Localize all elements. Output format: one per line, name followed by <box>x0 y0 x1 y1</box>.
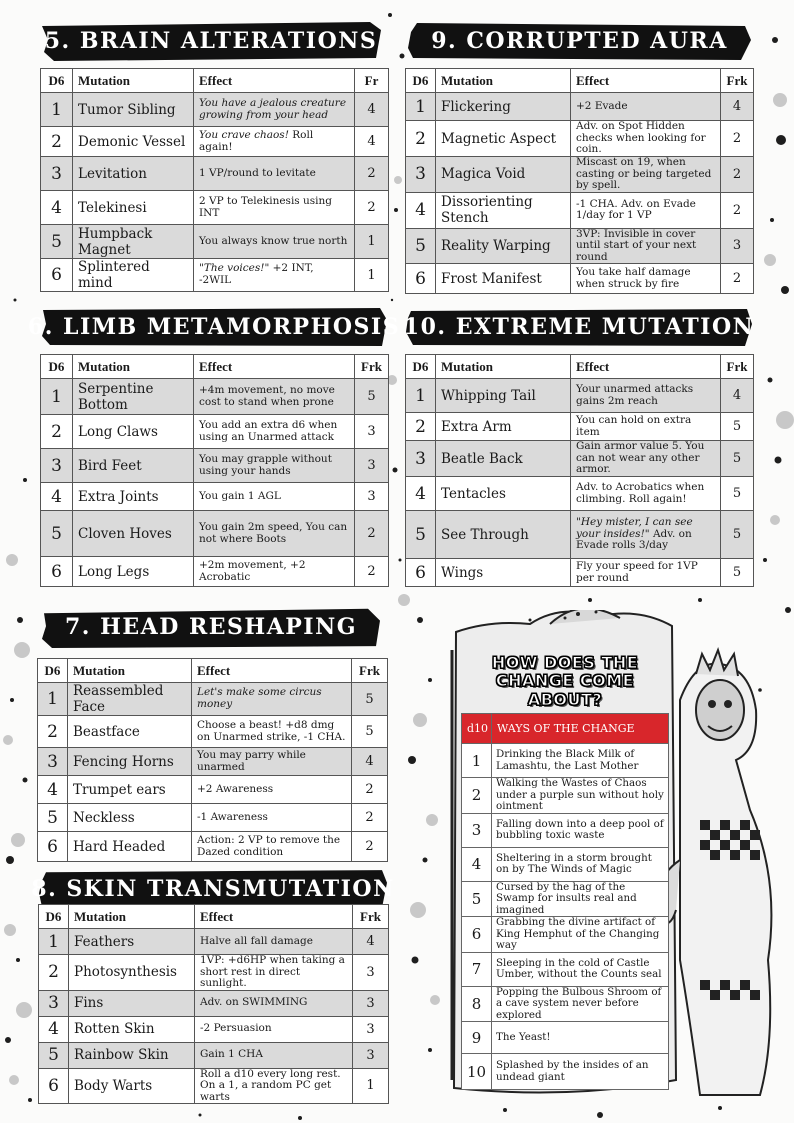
mutation-cell: Reality Warping <box>436 228 571 264</box>
table-row <box>41 225 389 259</box>
way-cell: The Yeast! <box>492 1022 669 1054</box>
effect-cell: You always know true north <box>194 225 355 259</box>
frk-cell: 1 <box>355 225 389 259</box>
effect-cell: "The voices!" +2 INT, -2WIL <box>194 259 355 292</box>
section-title: 10. EXTREME MUTATION <box>403 314 755 340</box>
table-row <box>462 1022 669 1054</box>
column-header-frk: Fr <box>355 69 389 93</box>
effect-cell: 3VP: Invisible in cover until start of your next round <box>571 228 721 264</box>
column-header-frk: Frk <box>355 355 389 379</box>
frk-cell: 5 <box>352 683 388 716</box>
roll-cell: 3 <box>41 157 73 191</box>
table-row <box>38 716 388 748</box>
frk-cell: 5 <box>721 413 754 441</box>
mutation-cell: Beastface <box>68 716 192 748</box>
roll-cell: 4 <box>406 477 436 511</box>
table-row <box>406 413 754 441</box>
table-row <box>41 259 389 292</box>
section-title: 7. HEAD RESHAPING <box>64 614 357 640</box>
mutation-cell: Magica Void <box>436 157 571 193</box>
table-row <box>462 744 669 778</box>
table-row <box>406 121 754 157</box>
roll-cell: 3 <box>39 990 69 1016</box>
effect-cell: Your unarmed attacks gains 2m reach <box>571 379 721 413</box>
mutation-cell: Tumor Sibling <box>73 93 194 127</box>
mutation-cell: Splintered mind <box>73 259 194 292</box>
column-header-mutation: Mutation <box>69 905 195 929</box>
frk-cell: 5 <box>721 559 754 587</box>
table-row <box>41 415 389 449</box>
table-row <box>406 192 754 228</box>
effect-cell: "Hey mister, I can see your insides!" Adv. on Evade rolls 3/day <box>571 511 721 559</box>
column-header-d6: D6 <box>38 659 68 683</box>
effect-cell: +2 Evade <box>571 93 721 121</box>
column-header-frk: Frk <box>353 905 389 929</box>
table-row <box>462 952 669 986</box>
frk-cell: 4 <box>355 127 389 157</box>
frk-cell: 2 <box>721 192 754 228</box>
roll-cell: 4 <box>406 192 436 228</box>
roll-cell: 4 <box>38 776 68 804</box>
frk-cell: 3 <box>353 955 389 991</box>
way-cell: Falling down into a deep pool of bubbling toxic waste <box>492 813 669 847</box>
roll-cell: 1 <box>41 93 73 127</box>
section-banner <box>27 306 401 348</box>
effect-cell: 1VP: +d6HP when taking a short rest in direct sunlight. <box>195 955 353 991</box>
effect-cell: Gain 1 CHA <box>195 1042 353 1068</box>
effect-cell: Choose a beast! +d8 dmg on Unarmed strike, -1 CHA. <box>192 716 352 748</box>
section-banner <box>407 20 752 62</box>
frk-cell: 4 <box>353 929 389 955</box>
table-row <box>39 990 389 1016</box>
mutation-cell: Fencing Horns <box>68 748 192 776</box>
mutation-cell: Cloven Hoves <box>73 511 194 557</box>
roll-cell: 2 <box>39 955 69 991</box>
roll-cell: 1 <box>406 93 436 121</box>
roll-cell: 6 <box>406 559 436 587</box>
effect-cell: Halve all fall damage <box>195 929 353 955</box>
frk-cell: 4 <box>355 93 389 127</box>
roll-cell: 3 <box>41 449 73 483</box>
column-header-d6: D6 <box>406 69 436 93</box>
frk-cell: 4 <box>721 93 754 121</box>
table-row <box>462 778 669 814</box>
frk-cell: 3 <box>355 483 389 511</box>
frk-cell: 2 <box>721 264 754 294</box>
frk-cell: 5 <box>352 716 388 748</box>
section-title: 9. CORRUPTED AURA <box>431 28 728 54</box>
roll-cell: 1 <box>41 379 73 415</box>
roll-cell: 5 <box>462 881 492 917</box>
column-header-mutation: Mutation <box>436 355 571 379</box>
table-row <box>406 379 754 413</box>
roll-cell: 8 <box>462 986 492 1022</box>
effect-cell: You crave chaos! Roll again! <box>194 127 355 157</box>
column-header-effect: Effect <box>571 355 721 379</box>
effect-cell: Let's make some circus money <box>192 683 352 716</box>
skin-transmutation-table <box>38 904 389 1104</box>
roll-cell: 7 <box>462 952 492 986</box>
roll-cell: 3 <box>38 748 68 776</box>
frk-cell: 3 <box>353 1042 389 1068</box>
table-row <box>406 93 754 121</box>
column-header-mutation: Mutation <box>73 69 194 93</box>
limb-metamorphosis-table <box>40 354 389 587</box>
mutation-cell: Long Legs <box>73 557 194 587</box>
table-row <box>462 881 669 917</box>
frk-cell: 4 <box>352 748 388 776</box>
table-row <box>41 191 389 225</box>
mutation-cell: Demonic Vessel <box>73 127 194 157</box>
table-row <box>406 477 754 511</box>
table-row <box>41 379 389 415</box>
column-header-mutation: Mutation <box>68 659 192 683</box>
column-header-ways: WAYS OF THE CHANGE <box>492 714 669 744</box>
column-header-frk: Frk <box>352 659 388 683</box>
frk-cell: 1 <box>353 1068 389 1104</box>
table-row <box>38 832 388 862</box>
mutation-cell: Neckless <box>68 804 192 832</box>
frk-cell: 2 <box>721 157 754 193</box>
corrupted-aura-table <box>405 68 754 294</box>
effect-cell: Roll a d10 every long rest. On a 1, a random PC get warts <box>195 1068 353 1104</box>
frk-cell: 2 <box>352 776 388 804</box>
way-cell: Sleeping in the cold of Castle Umber, without the Counts seal <box>492 952 669 986</box>
frk-cell: 3 <box>355 415 389 449</box>
table-row <box>462 813 669 847</box>
brain-alterations-table <box>40 68 389 292</box>
roll-cell: 3 <box>406 157 436 193</box>
roll-cell: 1 <box>406 379 436 413</box>
table-row <box>462 986 669 1022</box>
way-cell: Grabbing the divine artifact of King Hemphut of the Changing way <box>492 917 669 953</box>
mutation-cell: Extra Joints <box>73 483 194 511</box>
roll-cell: 5 <box>41 225 73 259</box>
frk-cell: 3 <box>355 449 389 483</box>
section-title: 8. SKIN TRANSMUTATION <box>31 876 395 902</box>
roll-cell: 6 <box>39 1068 69 1104</box>
mutation-cell: Beatle Back <box>436 441 571 477</box>
table-row <box>406 228 754 264</box>
mutation-cell: Frost Manifest <box>436 264 571 294</box>
table-row <box>41 557 389 587</box>
mutation-cell: Tentacles <box>436 477 571 511</box>
effect-cell: Adv. to Acrobatics when climbing. Roll again! <box>571 477 721 511</box>
column-header-frk: Frk <box>721 355 754 379</box>
effect-cell: You gain 1 AGL <box>194 483 355 511</box>
roll-cell: 1 <box>39 929 69 955</box>
column-header-mutation: Mutation <box>436 69 571 93</box>
roll-cell: 2 <box>406 121 436 157</box>
frk-cell: 2 <box>721 121 754 157</box>
mutation-cell: Rainbow Skin <box>69 1042 195 1068</box>
effect-cell: -1 CHA. Adv. on Evade 1/day for 1 VP <box>571 192 721 228</box>
effect-cell: 2 VP to Telekinesis using INT <box>194 191 355 225</box>
roll-cell: 4 <box>41 191 73 225</box>
frk-cell: 1 <box>355 259 389 292</box>
effect-cell: -2 Persuasion <box>195 1016 353 1042</box>
roll-cell: 10 <box>462 1054 492 1090</box>
roll-cell: 3 <box>406 441 436 477</box>
mutation-cell: Telekinesi <box>73 191 194 225</box>
ways-of-change-table <box>461 713 669 1090</box>
extreme-mutation-table <box>405 354 754 587</box>
effect-cell: Gain armor value 5. You can not wear any other armor. <box>571 441 721 477</box>
table-row <box>41 127 389 157</box>
mutation-cell: Hard Headed <box>68 832 192 862</box>
effect-cell: +2 Awareness <box>192 776 352 804</box>
mutation-cell: Serpentine Bottom <box>73 379 194 415</box>
mutation-cell: Humpback Magnet <box>73 225 194 259</box>
effect-cell: Miscast on 19, when casting or being targeted by spell. <box>571 157 721 193</box>
mutation-cell: Fins <box>69 990 195 1016</box>
roll-cell: 5 <box>38 804 68 832</box>
way-cell: Splashed by the insides of an undead giant <box>492 1054 669 1090</box>
roll-cell: 2 <box>41 415 73 449</box>
section-banner <box>405 306 753 348</box>
table-row <box>462 917 669 953</box>
roll-cell: 2 <box>41 127 73 157</box>
mutation-cell: Long Claws <box>73 415 194 449</box>
section-title: 5. BRAIN ALTERATIONS <box>44 28 378 54</box>
table-row <box>38 804 388 832</box>
table-row <box>406 157 754 193</box>
column-header-effect: Effect <box>192 659 352 683</box>
table-row <box>38 683 388 716</box>
effect-cell: Fly your speed for 1VP per round <box>571 559 721 587</box>
table-row <box>39 929 389 955</box>
column-header-d6: D6 <box>39 905 69 929</box>
table-row <box>41 157 389 191</box>
table-row <box>39 955 389 991</box>
effect-cell: Action: 2 VP to remove the Dazed condition <box>192 832 352 862</box>
frk-cell: 2 <box>355 557 389 587</box>
mutation-cell: Whipping Tail <box>436 379 571 413</box>
frk-cell: 2 <box>352 832 388 862</box>
column-header-mutation: Mutation <box>73 355 194 379</box>
effect-cell: +2m movement, +2 Acrobatic <box>194 557 355 587</box>
roll-cell: 1 <box>462 744 492 778</box>
roll-cell: 6 <box>41 259 73 292</box>
effect-cell: You have a jealous creature growing from your head <box>194 93 355 127</box>
frk-cell: 3 <box>721 228 754 264</box>
table-row <box>41 93 389 127</box>
table-row <box>406 511 754 559</box>
section-title: 6. LIMB METAMORPHOSIS <box>27 314 401 340</box>
roll-cell: 6 <box>41 557 73 587</box>
effect-cell: You add an extra d6 when using an Unarmed attack <box>194 415 355 449</box>
effect-cell: You gain 2m speed, You can not where Boots <box>194 511 355 557</box>
table-row <box>38 776 388 804</box>
column-header-frk: Frk <box>721 69 754 93</box>
way-cell: Drinking the Black Milk of Lamashtu, the Last Mother <box>492 744 669 778</box>
table-row <box>41 483 389 511</box>
column-header-d6: D6 <box>41 355 73 379</box>
table-row <box>462 847 669 881</box>
frk-cell: 4 <box>721 379 754 413</box>
roll-cell: 3 <box>462 813 492 847</box>
column-header-effect: Effect <box>195 905 353 929</box>
roll-cell: 2 <box>462 778 492 814</box>
section-banner <box>40 20 382 62</box>
table-row <box>462 1054 669 1090</box>
frk-cell: 2 <box>355 511 389 557</box>
roll-cell: 6 <box>406 264 436 294</box>
frk-cell: 2 <box>355 191 389 225</box>
roll-cell: 6 <box>38 832 68 862</box>
roll-cell: 4 <box>462 847 492 881</box>
card-title: HOW DOES THE CHANGE COME ABOUT? <box>491 653 639 709</box>
mutation-cell: Magnetic Aspect <box>436 121 571 157</box>
way-cell: Popping the Bulbous Shroom of a cave system never before explored <box>492 986 669 1022</box>
effect-cell: You may parry while unarmed <box>192 748 352 776</box>
frk-cell: 2 <box>352 804 388 832</box>
roll-cell: 5 <box>41 511 73 557</box>
mutation-cell: Flickering <box>436 93 571 121</box>
roll-cell: 9 <box>462 1022 492 1054</box>
roll-cell: 2 <box>38 716 68 748</box>
way-cell: Walking the Wastes of Chaos under a purple sun without holy ointment <box>492 778 669 814</box>
effect-cell: You can hold on extra item <box>571 413 721 441</box>
frk-cell: 5 <box>721 511 754 559</box>
roll-cell: 5 <box>406 511 436 559</box>
mutation-cell: Extra Arm <box>436 413 571 441</box>
effect-cell: You take half damage when struck by fire <box>571 264 721 294</box>
table-row <box>39 1016 389 1042</box>
head-reshaping-table <box>37 658 388 862</box>
table-row <box>406 559 754 587</box>
table-row <box>41 511 389 557</box>
roll-cell: 6 <box>462 917 492 953</box>
effect-cell: Adv. on SWIMMING <box>195 990 353 1016</box>
mutation-cell: Wings <box>436 559 571 587</box>
column-header-d6: D6 <box>406 355 436 379</box>
section-banner <box>40 606 382 648</box>
roll-cell: 5 <box>39 1042 69 1068</box>
table-row <box>39 1042 389 1068</box>
mutation-cell: Body Warts <box>69 1068 195 1104</box>
mutation-cell: Feathers <box>69 929 195 955</box>
mutation-cell: Trumpet ears <box>68 776 192 804</box>
roll-cell: 5 <box>406 228 436 264</box>
effect-cell: +4m movement, no move cost to stand when prone <box>194 379 355 415</box>
column-header-d6: D6 <box>41 69 73 93</box>
mutation-cell: Bird Feet <box>73 449 194 483</box>
roll-cell: 4 <box>41 483 73 511</box>
table-row <box>38 748 388 776</box>
mutation-cell: Levitation <box>73 157 194 191</box>
effect-cell: Adv. on Spot Hidden checks when looking for coin. <box>571 121 721 157</box>
way-cell: Sheltering in a storm brought on by The Winds of Magic <box>492 847 669 881</box>
frk-cell: 5 <box>721 477 754 511</box>
roll-cell: 1 <box>38 683 68 716</box>
frk-cell: 5 <box>355 379 389 415</box>
column-header-effect: Effect <box>194 355 355 379</box>
frk-cell: 3 <box>353 990 389 1016</box>
frk-cell: 2 <box>355 157 389 191</box>
roll-cell: 2 <box>406 413 436 441</box>
mutation-cell: Rotten Skin <box>69 1016 195 1042</box>
table-row <box>41 449 389 483</box>
table-row <box>39 1068 389 1104</box>
way-cell: Cursed by the hag of the Swamp for insults real and imagined <box>492 881 669 917</box>
mutation-cell: Reassembled Face <box>68 683 192 716</box>
effect-cell: 1 VP/round to levitate <box>194 157 355 191</box>
column-header-d10: d10 <box>462 714 492 744</box>
effect-cell: You may grapple without using your hands <box>194 449 355 483</box>
roll-cell: 4 <box>39 1016 69 1042</box>
mutation-cell: See Through <box>436 511 571 559</box>
frk-cell: 5 <box>721 441 754 477</box>
effect-cell: -1 Awareness <box>192 804 352 832</box>
mutation-cell: Photosynthesis <box>69 955 195 991</box>
table-row <box>406 264 754 294</box>
table-row <box>406 441 754 477</box>
mutation-cell: Dissorienting Stench <box>436 192 571 228</box>
column-header-effect: Effect <box>571 69 721 93</box>
column-header-effect: Effect <box>194 69 355 93</box>
frk-cell: 3 <box>353 1016 389 1042</box>
